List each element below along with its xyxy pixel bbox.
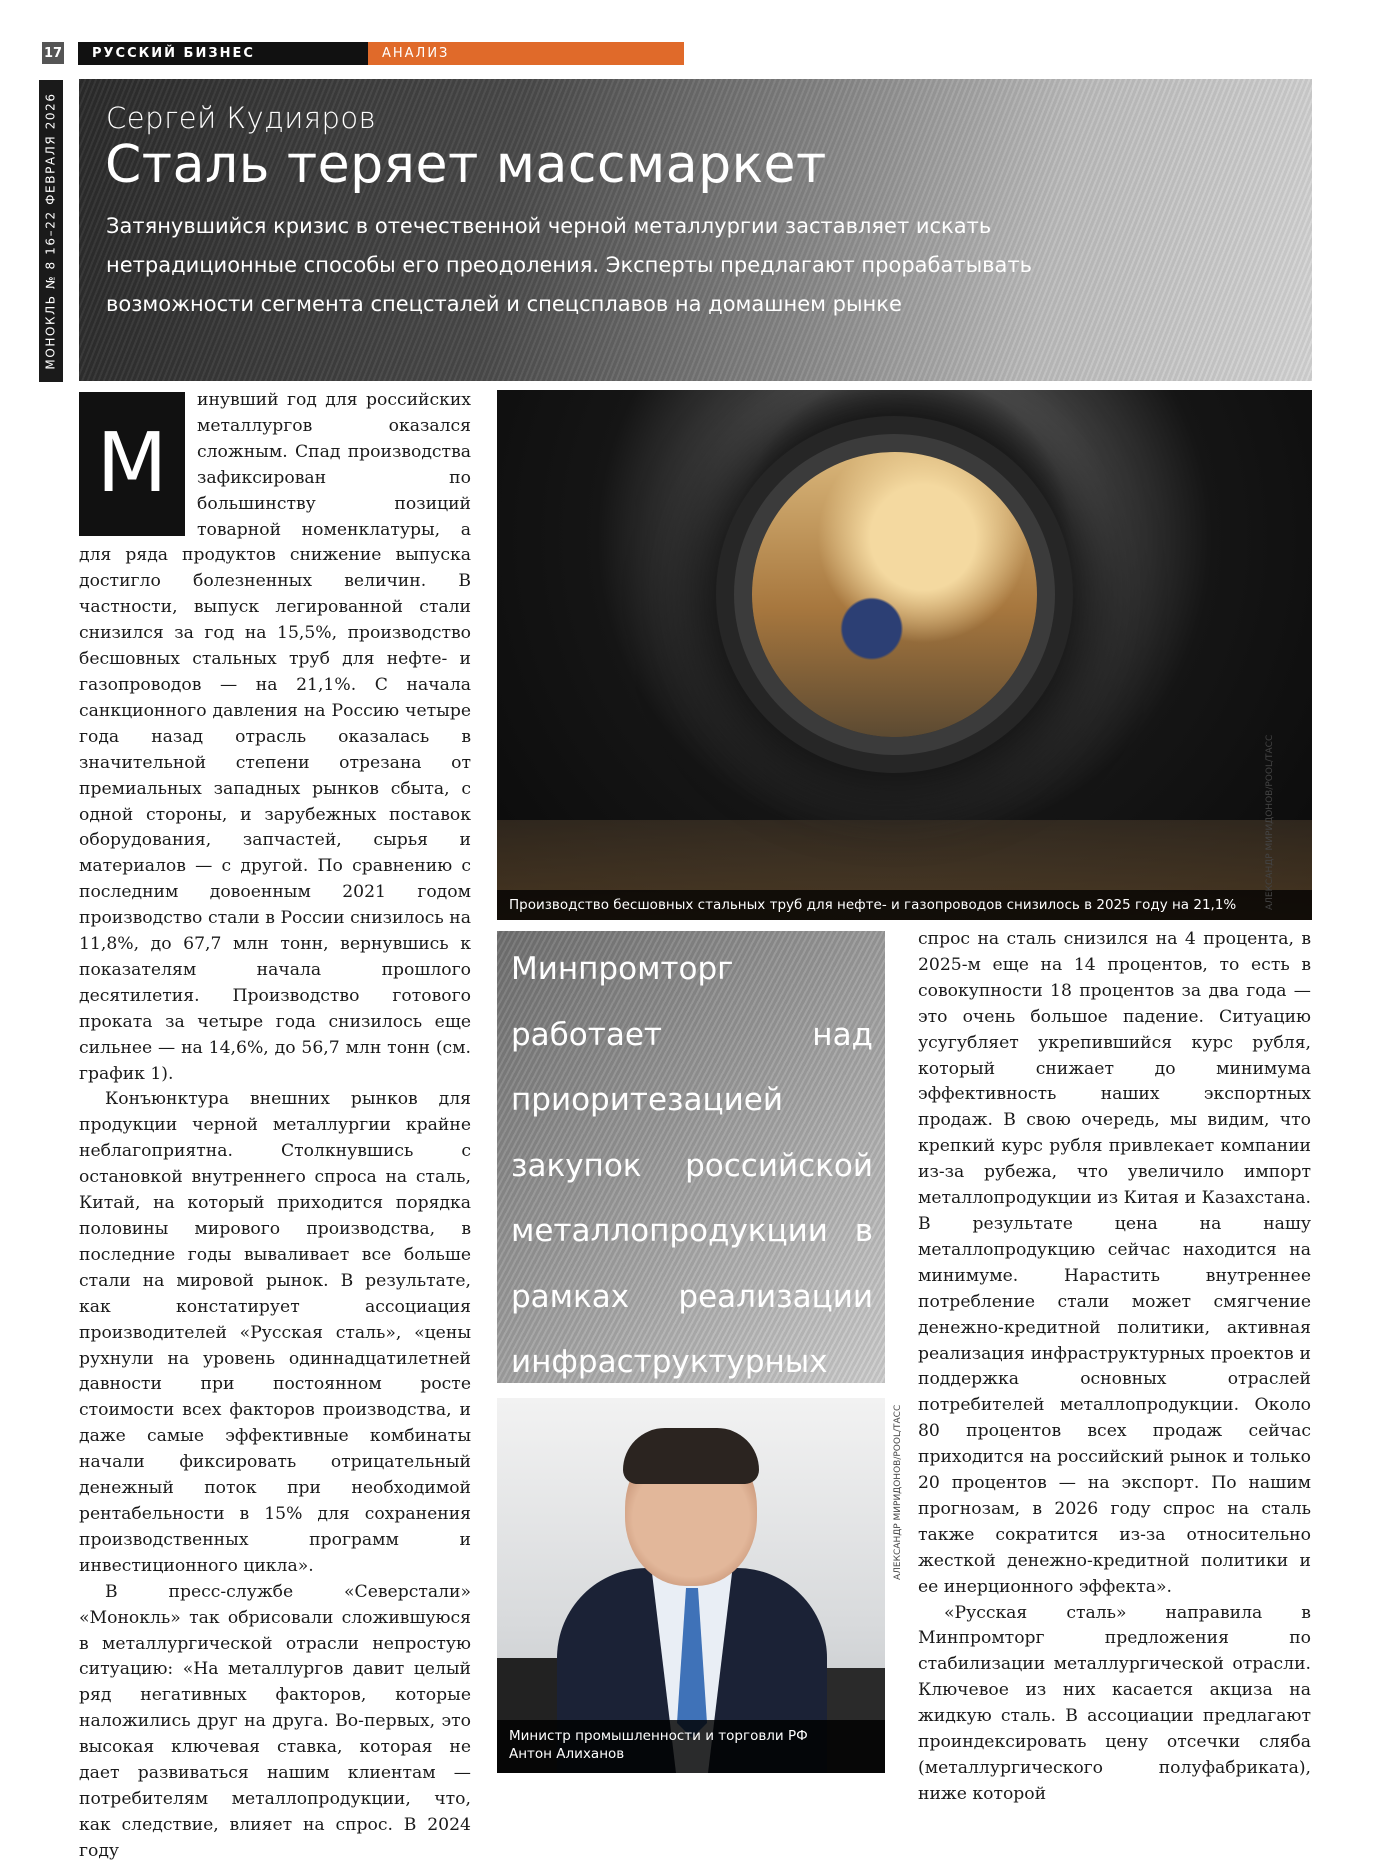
hair: [623, 1428, 759, 1484]
paragraph: инувший год для российских металлургов оказался сложным. Спад производства зафиксирован по большинству позиций товарной номенклатуры, а для ряда продуктов снижение выпуска достигло болезненных величин. В частности, выпуск легированной стали снизился за год на 15,5%, производство бесшовных стальных труб для нефте- и газопроводов — на 21,1%. С начала санкционного давления на Россию четыре года назад отрасль оказалась в значительной степени отрезана от премиальных западных рынков сбыта, с одной стороны, и зарубежных поставок оборудования, запчастей, сырья и материалов — с другой. По сравнению с последним довоенным 2021 годом производство стали в России снизилось на 11,8%, до 67,7 млн тонн, вернувшись к показателям начала прошлого десятилетия. Производство готового проката за четыре года снизилось еще сильнее — на 14,6%, до 56,7 млн тонн (см. график 1).: [79, 390, 471, 1084]
caption-line-1: Министр промышленности и торговли РФ: [509, 1728, 808, 1744]
article-column-1: [79, 388, 471, 1865]
pipe-opening: [752, 452, 1037, 737]
photo-credit: [893, 1404, 915, 1748]
minister-caption: [497, 1720, 885, 1773]
photo-caption: Производство бесшовных стальных труб для нефте- и газопроводов снизилось в 2025 году на 21,1%: [497, 890, 1312, 920]
issue-side-label: [39, 80, 63, 382]
author-name: Сергей Кудияров: [106, 101, 377, 135]
drop-cap: М: [79, 392, 185, 536]
minister-photo: [497, 1398, 885, 1773]
rubric-label: АНАЛИЗ: [368, 42, 684, 65]
paragraph: В пресс-службе «Северстали» «Монокль» так обрисовали сложившуюся в металлургической отрасли непростую ситуацию: «На металлургов давит целый ряд негативных факторов, которые наложились друг на друга. Во-первых, это высокая ключевая ставка, которая не дает развиваться нашим клиентам — потребителям металлопродукции, что, как следствие, влияет на спрос. В 2024 году: [79, 1581, 471, 1861]
caption-line-2: Антон Алиханов: [509, 1746, 625, 1762]
photo-credit-text: [1265, 888, 1275, 910]
article-column-3: [918, 927, 1311, 1808]
paragraph: Конъюнктура внешних рынков для продукции черной металлургии крайне неблагоприятна. Столкнувшись с остановкой внутреннего спроса на сталь, Китай, на который приходится порядка половины мирового производства, в последние годы вываливает все больше стали на мировой рынок. В результате, как констатирует ассоциация производителей «Русская сталь», «цены рухнули на уровень одиннадцатилетней давности при постоянном росте стоимости всех факторов производства, и даже самые эффективные комбинаты начали фиксировать отрицательный денежный поток при необходимой рентабельности в 15% для сохранения производственных программ и инвестиционного цикла».: [79, 1089, 471, 1576]
hero-banner: [79, 79, 1312, 381]
article-lead: Затянувшийся кризис в отечественной черной металлургии заставляет искать нетрадиционные способы его преодоления. Эксперты предлагают прорабатывать возможности сегмента спецсталей и спецсплавов на домашнем рынке: [106, 214, 1033, 316]
issue-info: МОНОКЛЬ № 8 16–22 ФЕВРАЛЯ 2026: [44, 92, 59, 370]
pull-quote: Минпромторг работает над приоритезацией закупок российской металлопродукции в рамках реализации инфраструктурных: [497, 931, 885, 1383]
paragraph: спрос на сталь снизился на 4 процента, в 2025-м еще на 14 процентов, то есть в совокупности 18 процентов за два года — это очень большое падение. Ситуацию усугубляет укрепившийся курс рубля, который снижает до минимума эффективность наших экспортных продаж. В свою очередь, мы видим, что крепкий курс рубля привлекает компании из-за рубежа, что увеличило импорт металлопродукции из Китая и Казахстана. В результате цена на нашу металлопродукцию сейчас находится на минимуме. Нарастить внутреннее потребление стали может смягчение денежно-кредитной политики, активная реализация инфраструктурных проектов и поддержка основных отраслей потребителей металлопродукции. Около 80 процентов всех продаж сейчас приходится на российский рынок и только 20 процентов — на экспорт. По нашим прогнозам, в 2026 году спрос на сталь также сократится из-за относительно жесткой денежно-кредитной политики и ее инерционного эффекта».: [918, 929, 1311, 1597]
section-label: РУССКИЙ БИЗНЕС: [78, 42, 368, 65]
article-title: Сталь теряет массмаркет: [105, 135, 827, 195]
pipe-production-photo: [497, 390, 1312, 920]
photo-credit-text: АЛЕКСАНДР МИРИДОНОВ/POOL/ТАСС: [893, 1404, 903, 1580]
paragraph: «Русская сталь» направила в Минпромторг предложения по стабилизации металлургической отрасли. Ключевое из них касается акциза на жидкую сталь. В ассоциации предлагают проиндексировать цену отсечки сляба (металлургического полуфабриката), ниже которой: [918, 1602, 1311, 1804]
page-number: 17: [42, 42, 64, 64]
